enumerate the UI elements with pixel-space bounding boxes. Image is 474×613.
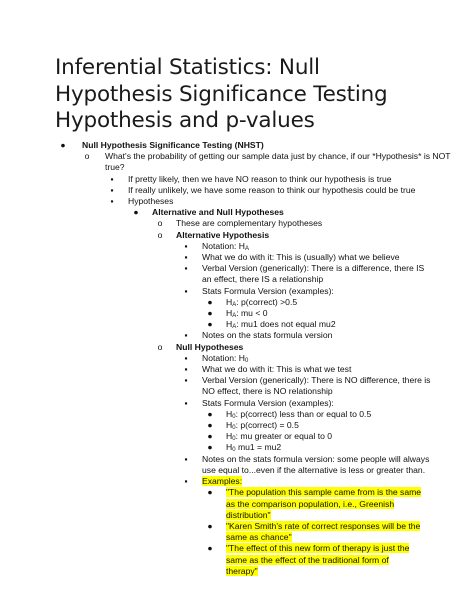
bullet-square-icon: ▪	[184, 285, 188, 296]
list-item: ▪ Notes on the stats formula version	[0, 330, 474, 341]
bullet-square-icon: ▪	[110, 184, 114, 195]
bullet-square-icon: ▪	[110, 196, 114, 207]
list-item: ● $H_0$: mu greater or equal to 0	[0, 431, 474, 442]
document-title	[55, 55, 455, 135]
bullet-square-icon: ▪	[184, 364, 188, 375]
bullet-filled-icon: ●	[207, 520, 213, 531]
bullet-filled-icon: ●	[207, 431, 213, 442]
list-item: ● "Karen Smith's rate of correct responses will be the	[0, 521, 474, 532]
list-item: ▪ Verbal Version (generically): There is NO difference, there is	[0, 375, 474, 386]
list-item: ▪ Notation: $H_0$	[0, 353, 474, 364]
bullet-filled-icon: ●	[207, 308, 213, 319]
bullet-filled-icon: ●	[207, 319, 213, 330]
list-item-continuation: use equal to...even if the alternative is less or greater than.	[202, 464, 426, 475]
list-item: o Null Hypotheses	[0, 342, 474, 353]
title-line-2: Hypothesis Significance Testing	[55, 81, 388, 107]
list-item-continuation: an effect, there IS a relationship	[202, 274, 324, 285]
outline-list	[0, 140, 474, 577]
list-item: ▪ What we do with it: This is what we test	[0, 364, 474, 375]
list-item: ▪ Stats Formula Version (examples):	[0, 286, 474, 297]
list-item-continuation: same as the effect of the traditional form of	[226, 554, 389, 565]
list-item	[0, 476, 474, 487]
list-item: ● $H_A$: mu1 does not equal mu2	[0, 319, 474, 330]
highlighted-text: Examples:	[202, 476, 243, 487]
list-item-continuation: true?	[105, 162, 125, 173]
list-item: ● Null Hypothesis Significance Testing (NHST)	[0, 140, 474, 151]
bullet-hollow-icon: o	[157, 229, 163, 240]
list-item: ▪ Notation: $H_A$	[0, 241, 474, 252]
bullet-hollow-icon: o	[84, 151, 90, 162]
bullet-square-icon: ▪	[184, 453, 188, 464]
bullet-filled-icon: ●	[207, 442, 213, 453]
bullet-filled-icon: ●	[207, 296, 213, 307]
bullet-square-icon: ▪	[110, 173, 114, 184]
list-item: ● "The population this sample came from is the same	[0, 487, 474, 498]
bullet-square-icon: ▪	[184, 397, 188, 408]
list-item: ● "The effect of this new form of therapy is just the	[0, 543, 474, 554]
list-item-continuation: distribution"	[226, 509, 271, 520]
list-item: ● $H_A$: p(correct) >0.5	[0, 297, 474, 308]
list-item: ● $H_0$: p(correct) = 0.5	[0, 420, 474, 431]
bullet-hollow-icon: o	[157, 341, 163, 352]
list-item: ● $H_A$: mu < 0	[0, 308, 474, 319]
list-item-continuation: as the comparison population, i.e., Greenish	[226, 498, 395, 509]
list-item: ● Alternative and Null Hypotheses	[0, 207, 474, 218]
list-item: o These are complementary hypotheses	[0, 218, 474, 229]
list-item: ▪ Verbal Version (generically): There is a difference, there IS	[0, 263, 474, 274]
list-item: ▪ Hypotheses	[0, 196, 474, 207]
list-item: ● $H_0$: p(correct) less than or equal to 0.5	[0, 409, 474, 420]
bullet-square-icon: ▪	[184, 240, 188, 251]
list-item: ▪ If really unlikely, we have some reason to think our hypothesis could be true	[0, 185, 474, 196]
bullet-square-icon: ▪	[184, 330, 188, 341]
title-line-3: Hypothesis and p-values	[55, 108, 315, 133]
bullet-square-icon: ▪	[184, 375, 188, 386]
bullet-square-icon: ▪	[184, 263, 188, 274]
list-item: o What's the probability of getting our sample data just by chance, if our *Hypothesis* is NOT	[0, 151, 474, 162]
bullet-square-icon: ▪	[184, 352, 188, 363]
bullet-filled-icon: ●	[133, 207, 139, 218]
list-item: ▪ Notes on the stats formula version: some people will always	[0, 454, 474, 465]
bullet-hollow-icon: o	[157, 218, 163, 229]
list-item: o Alternative Hypothesis	[0, 230, 474, 241]
title-line-1: Inferential Statistics: Null	[55, 55, 320, 80]
bullet-square-icon: ▪	[184, 252, 188, 263]
list-item-continuation: NO effect, there is NO relationship	[202, 386, 333, 397]
bullet-filled-icon: ●	[207, 408, 213, 419]
list-item: ▪ If pretty likely, then we have NO reason to think our hypothesis is true	[0, 174, 474, 185]
list-item: ▪ What we do with it: This is (usually) what we believe	[0, 252, 474, 263]
list-item: ● $H_0$ mu1 = mu2	[0, 442, 474, 453]
bullet-filled-icon: ●	[207, 543, 213, 554]
bullet-filled-icon: ●	[207, 487, 213, 498]
bullet-filled-icon: ●	[207, 420, 213, 431]
list-item: ▪ Stats Formula Version (examples):	[0, 398, 474, 409]
bullet-square-icon: ▪	[184, 476, 188, 487]
bullet-filled-icon: ●	[60, 140, 66, 150]
list-item-continuation: therapy"	[226, 565, 258, 576]
list-item-continuation: same as chance"	[226, 532, 292, 543]
